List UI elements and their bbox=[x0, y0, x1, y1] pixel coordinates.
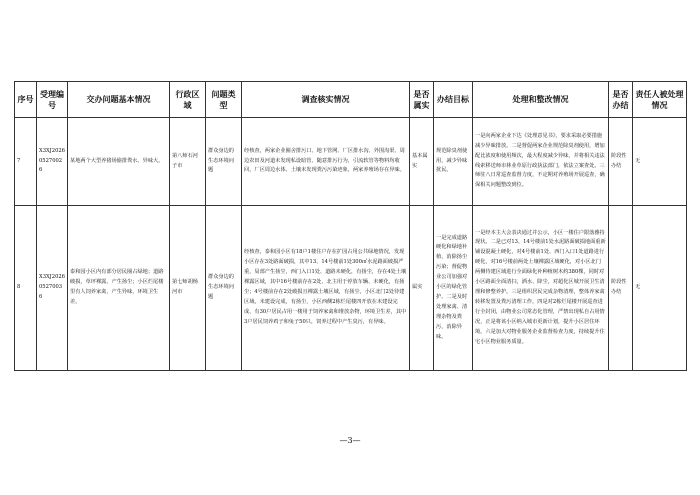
cell-investigation: 经核查，泰和园小区有18户1楼住户存在扩园占用公共绿地情况，发现小区存在3处路面破损，其中13、14号楼前1处300㎡水泥路面破损严重，局部产生扬尘，西门入口1处、道路未硬化，有扬尘，存在4处土壤裸露区域，其中16号楼前存在2处、北主用于停放车辆、未硬化，有扬尘；4号楼前存在2处破损且裸露土壤区域，有扬尘，小区北门2处待建区域，未建设完成，有扬尘，小区西侧2栋烂尾楼四开放在未建设完成，有30户居民占用一楼用于饲养家禽和堆放杂物，环境卫生差，其中3户居民饲养鸡子和兔子50只，饲养过程中产生臭污，有异味。 bbox=[242, 206, 410, 371]
table-row bbox=[15, 206, 687, 371]
table-row bbox=[15, 118, 687, 206]
cell-id: X3XJ202605270036 bbox=[37, 206, 68, 371]
page-number: —3— bbox=[339, 436, 361, 445]
cell-true-status: 基本属实 bbox=[410, 118, 434, 206]
cell-type: 群众身边的生态环境问题 bbox=[206, 206, 242, 371]
cell-id: X3XJ202605270026 bbox=[37, 118, 68, 206]
cell-type: 群众身边的生态环境问题 bbox=[206, 118, 242, 206]
header-row bbox=[15, 82, 687, 118]
header-done: 是否办结 bbox=[609, 82, 633, 118]
cell-no: 7 bbox=[15, 118, 37, 206]
header-true-status: 是否属实 bbox=[410, 82, 434, 118]
header-type: 问题类型 bbox=[206, 82, 242, 118]
cell-true-status: 属实 bbox=[410, 206, 434, 371]
cell-handling: 一是向两家企业下达《处理意见书》，要求采取必要措施减少异味排放。二是督促两家企业规范除臭剂使用，增加配比浓度和使用频次，最大程度减少异味，并将相关违法线索移送师市林业草原行政执法部门，依法立案查处。三师驻八日常巡查监督力度，不定期对养殖场开展巡查，确保相关问题整改到位。 bbox=[473, 118, 609, 206]
header-responsible: 责任人被处理情况 bbox=[633, 82, 687, 118]
cell-done: 阶段性办结 bbox=[609, 206, 633, 371]
header-problem: 交办问题基本情况 bbox=[68, 82, 170, 118]
header-no: 序号 bbox=[15, 82, 37, 118]
header-region: 行政区域 bbox=[170, 82, 206, 118]
cell-done: 阶段性办结 bbox=[609, 118, 633, 206]
cell-no: 8 bbox=[15, 206, 37, 371]
cell-responsible: 无 bbox=[633, 206, 687, 371]
header-investigation: 调查核实情况 bbox=[242, 82, 410, 118]
cell-goal: 一是完成道路硬化和绿地补植，消除扬尘污染；督促物业公司加强对小区的绿化管护。二是及时处理家禽、清理杂物及粪污，消除异味。 bbox=[434, 206, 473, 371]
cell-goal: 规范除臭剂使用，减少异味扰民。 bbox=[434, 118, 473, 206]
header-goal: 办结目标 bbox=[434, 82, 473, 118]
case-table bbox=[14, 81, 687, 371]
cell-region: 第八师石河子市 bbox=[170, 118, 206, 206]
cell-problem: 泰和园小区内有部分居民圈占绿地；道路破损，草坪裸露，产生扬尘；小区烂尾楼里有人饲养家禽，产生异味，环境卫生差。 bbox=[68, 206, 170, 371]
cell-responsible: 无 bbox=[633, 118, 687, 206]
header-id: 受理编号 bbox=[37, 82, 68, 118]
cell-region: 第七师胡杨河市 bbox=[170, 206, 206, 371]
cell-investigation: 经核查，两家企业圈舍排污口、地下管网、厂区排水沟、外围沟渠、周边农田及河道未发现私设暗管、随意排污行为，引流软管等物料均收回，厂区周边水体、土壤未发现粪污污染迹象，两家养殖场存在异味。 bbox=[242, 118, 410, 206]
cell-problem: 某地两个大型养猪场偷排粪水、异味大。 bbox=[68, 118, 170, 206]
cell-handling: 一是经本主大会表决通过并公示，小区一楼住户限落雅持现状。二是已对13、14号楼前1处水泥路面破损地面重新铺设混凝土硬化，对4号楼前1处、西门入口1处道路进行硬化，对16号楼前两处土壤裸露区域硬化，对小区北门两侧待建区域进行全面绿化补种植树木约380棵，同时对小区路面全面清扫，洒水、降尘，对超化区城开展卫生清理和修整养护。三是组织居民完成杂物清理，整体养家禽转移发置及粪污清理工作。四是对2栋烂尾楼开展巡查进行全封闭，由物业公司常态化管理，严禁出现私自占用情况，正是将该小区纳入城市更新计划，提升小区居住环境。六是加大对物业服务企业监督检查力度，持续提升住宅小区物业服务质量。 bbox=[473, 206, 609, 371]
header-handling: 处理和整改情况 bbox=[473, 82, 609, 118]
